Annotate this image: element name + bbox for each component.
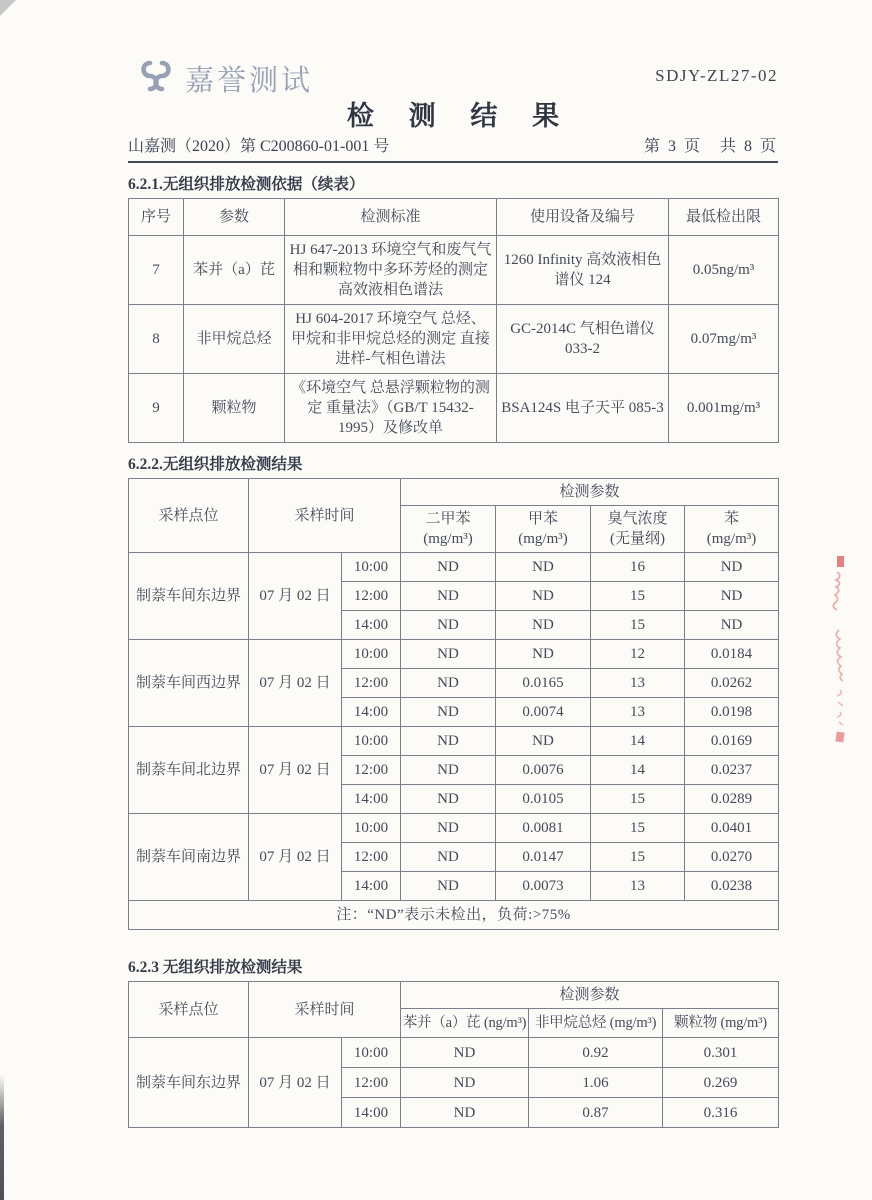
cell-site: 制萘车间西边界	[129, 640, 249, 727]
cell-time: 12:00	[342, 756, 401, 785]
col-header-time: 采样时间	[249, 982, 401, 1038]
cell: 0.05ng/m³	[669, 236, 779, 305]
cell: 0.0237	[685, 756, 779, 785]
cell: ND	[401, 669, 496, 698]
cell: 13	[591, 872, 685, 901]
cell: 0.87	[529, 1098, 663, 1128]
cell: ND	[401, 872, 496, 901]
cell: 颗粒物	[184, 374, 285, 443]
cell-time: 14:00	[342, 872, 401, 901]
cell: 0.0238	[685, 872, 779, 901]
cell-date: 07 月 02 日	[249, 727, 342, 814]
cell-date: 07 月 02 日	[249, 814, 342, 901]
cell: 0.0165	[496, 669, 591, 698]
cell-site: 制萘车间北边界	[129, 727, 249, 814]
page-number: 第 3 页 共 8 页	[643, 138, 778, 155]
cell-site: 制萘车间南边界	[129, 814, 249, 901]
cell: 0.316	[663, 1098, 779, 1128]
cell-time: 14:00	[342, 611, 401, 640]
col-header-time: 采样时间	[249, 479, 401, 553]
cell: ND	[401, 698, 496, 727]
cell: ND	[401, 785, 496, 814]
cell-time: 14:00	[342, 1098, 401, 1128]
cell: ND	[401, 1098, 529, 1128]
cell: ND	[496, 582, 591, 611]
cell: ND	[401, 756, 496, 785]
cell: 7	[129, 236, 184, 305]
cell-date: 07 月 02 日	[249, 1038, 342, 1128]
cell-time: 14:00	[342, 698, 401, 727]
col-header-param: 二甲苯 (mg/m³)	[401, 506, 496, 553]
scan-corner-artifact	[0, 0, 16, 16]
report-header	[128, 0, 778, 158]
cell-time: 14:00	[342, 785, 401, 814]
cell: 16	[591, 553, 685, 582]
cell-date: 07 月 02 日	[249, 640, 342, 727]
cell: 0.269	[663, 1068, 779, 1098]
cell: ND	[401, 582, 496, 611]
cell: 非甲烷总烃	[184, 305, 285, 374]
cell: 14	[591, 727, 685, 756]
col-header-param: 苯并（a）芘 (ng/m³)	[401, 1009, 529, 1038]
cell: 0.0401	[685, 814, 779, 843]
cell: ND	[496, 611, 591, 640]
cell-time: 12:00	[342, 1068, 401, 1098]
section-heading-623: 6.2.3 无组织排放检测结果	[128, 959, 303, 976]
cell-site: 制萘车间东边界	[129, 1038, 249, 1128]
table-row	[129, 727, 779, 756]
col-header: 检测标准	[285, 199, 497, 236]
cell-date: 07 月 02 日	[249, 553, 342, 640]
cell: ND	[401, 553, 496, 582]
table-row	[129, 374, 779, 443]
cell: 15	[591, 785, 685, 814]
section-heading-621: 6.2.1.无组织排放检测依据（续表）	[128, 176, 365, 193]
cell: 9	[129, 374, 184, 443]
table-row	[129, 305, 779, 374]
cell: 0.0262	[685, 669, 779, 698]
cell: 0.0198	[685, 698, 779, 727]
col-header-param: 甲苯 (mg/m³)	[496, 506, 591, 553]
cell-site: 制萘车间东边界	[129, 553, 249, 640]
cell: ND	[685, 553, 779, 582]
cell: 0.0184	[685, 640, 779, 669]
cell: ND	[685, 611, 779, 640]
cell: 14	[591, 756, 685, 785]
cell: HJ 647-2013 环境空气和废气气相和颗粒物中多环芳烃的测定 高效液相色谱法	[285, 236, 497, 305]
table-note: 注：“ND”表示未检出，负荷:>75%	[129, 901, 779, 930]
cell: ND	[685, 582, 779, 611]
table-row	[129, 814, 779, 843]
cell: ND	[496, 727, 591, 756]
table-emission-results-2	[128, 981, 779, 1128]
table-note-row	[129, 901, 779, 930]
cell: 0.0073	[496, 872, 591, 901]
company-name: 嘉誉测试	[185, 65, 314, 97]
cell: 13	[591, 669, 685, 698]
col-header-param: 苯 (mg/m³)	[685, 506, 779, 553]
col-header: 序号	[129, 199, 184, 236]
col-header-site: 采样点位	[129, 479, 249, 553]
cell: 0.0270	[685, 843, 779, 872]
cell-time: 10:00	[342, 1038, 401, 1068]
cell: 1260 Infinity 高效液相色谱仪 124	[497, 236, 669, 305]
cell: ND	[401, 727, 496, 756]
cell-time: 10:00	[342, 640, 401, 669]
cell: ND	[401, 640, 496, 669]
col-header: 使用设备及编号	[497, 199, 669, 236]
cell-time: 12:00	[342, 669, 401, 698]
cell: 0.92	[529, 1038, 663, 1068]
cell: 1.06	[529, 1068, 663, 1098]
col-header: 最低检出限	[669, 199, 779, 236]
col-header-param: 颗粒物 (mg/m³)	[663, 1009, 779, 1038]
cell: 12	[591, 640, 685, 669]
col-header-site: 采样点位	[129, 982, 249, 1038]
table-header-row	[129, 982, 779, 1009]
form-code: SDJY-ZL27-02	[655, 66, 778, 85]
table-detection-basis	[128, 198, 779, 443]
col-header-params: 检测参数	[401, 479, 779, 506]
table-row	[129, 553, 779, 582]
cell-time: 10:00	[342, 553, 401, 582]
cell: ND	[496, 553, 591, 582]
cell: 13	[591, 698, 685, 727]
scan-edge-artifact	[0, 1075, 4, 1200]
cell: 15	[591, 843, 685, 872]
cell: 15	[591, 814, 685, 843]
table-row	[129, 236, 779, 305]
col-header: 参数	[184, 199, 285, 236]
table-row	[129, 640, 779, 669]
cell: 0.0081	[496, 814, 591, 843]
section-heading-622: 6.2.2.无组织排放检测结果	[128, 456, 303, 473]
cell: ND	[401, 1068, 529, 1098]
cell-time: 12:00	[342, 843, 401, 872]
cell: 0.0076	[496, 756, 591, 785]
col-header-param: 非甲烷总烃 (mg/m³)	[529, 1009, 663, 1038]
cell-time: 10:00	[342, 814, 401, 843]
cell-time: 12:00	[342, 582, 401, 611]
cell: ND	[401, 1038, 529, 1068]
cell: GC-2014C 气相色谱仪 033-2	[497, 305, 669, 374]
report-number-line	[128, 133, 778, 163]
cell: 0.0289	[685, 785, 779, 814]
cell: 0.0105	[496, 785, 591, 814]
col-header-params: 检测参数	[401, 982, 779, 1009]
table-header-row	[129, 479, 779, 506]
cell: 0.07mg/m³	[669, 305, 779, 374]
table-header-row	[129, 199, 779, 236]
page-title: 检 测 结 果	[346, 101, 574, 131]
col-header-param: 臭气浓度 (无量纲)	[591, 506, 685, 553]
report-content	[128, 0, 778, 1128]
cell: ND	[401, 843, 496, 872]
cell: 《环境空气 总悬浮颗粒物的测定 重量法》（GB/T 15432-1995）及修改单	[285, 374, 497, 443]
cell: 0.301	[663, 1038, 779, 1068]
cell: 8	[129, 305, 184, 374]
cell: 苯并（a）芘	[184, 236, 285, 305]
cell: 0.0147	[496, 843, 591, 872]
table-emission-results-1	[128, 478, 779, 930]
cell: 15	[591, 611, 685, 640]
cell: ND	[496, 640, 591, 669]
cell: 0.001mg/m³	[669, 374, 779, 443]
cell: HJ 604-2017 环境空气 总烃、甲烷和非甲烷总烃的测定 直接进样-气相色谱法	[285, 305, 497, 374]
cell: BSA124S 电子天平 085-3	[497, 374, 669, 443]
cell: ND	[401, 814, 496, 843]
cell: 0.0074	[496, 698, 591, 727]
cell: 15	[591, 582, 685, 611]
cell: 0.0169	[685, 727, 779, 756]
report-number: 山嘉测（2020）第 C200860-01-001 号	[128, 138, 390, 155]
cell-time: 10:00	[342, 727, 401, 756]
table-row	[129, 1038, 779, 1068]
red-handwriting-bleedthrough	[812, 550, 860, 770]
cell: ND	[401, 611, 496, 640]
